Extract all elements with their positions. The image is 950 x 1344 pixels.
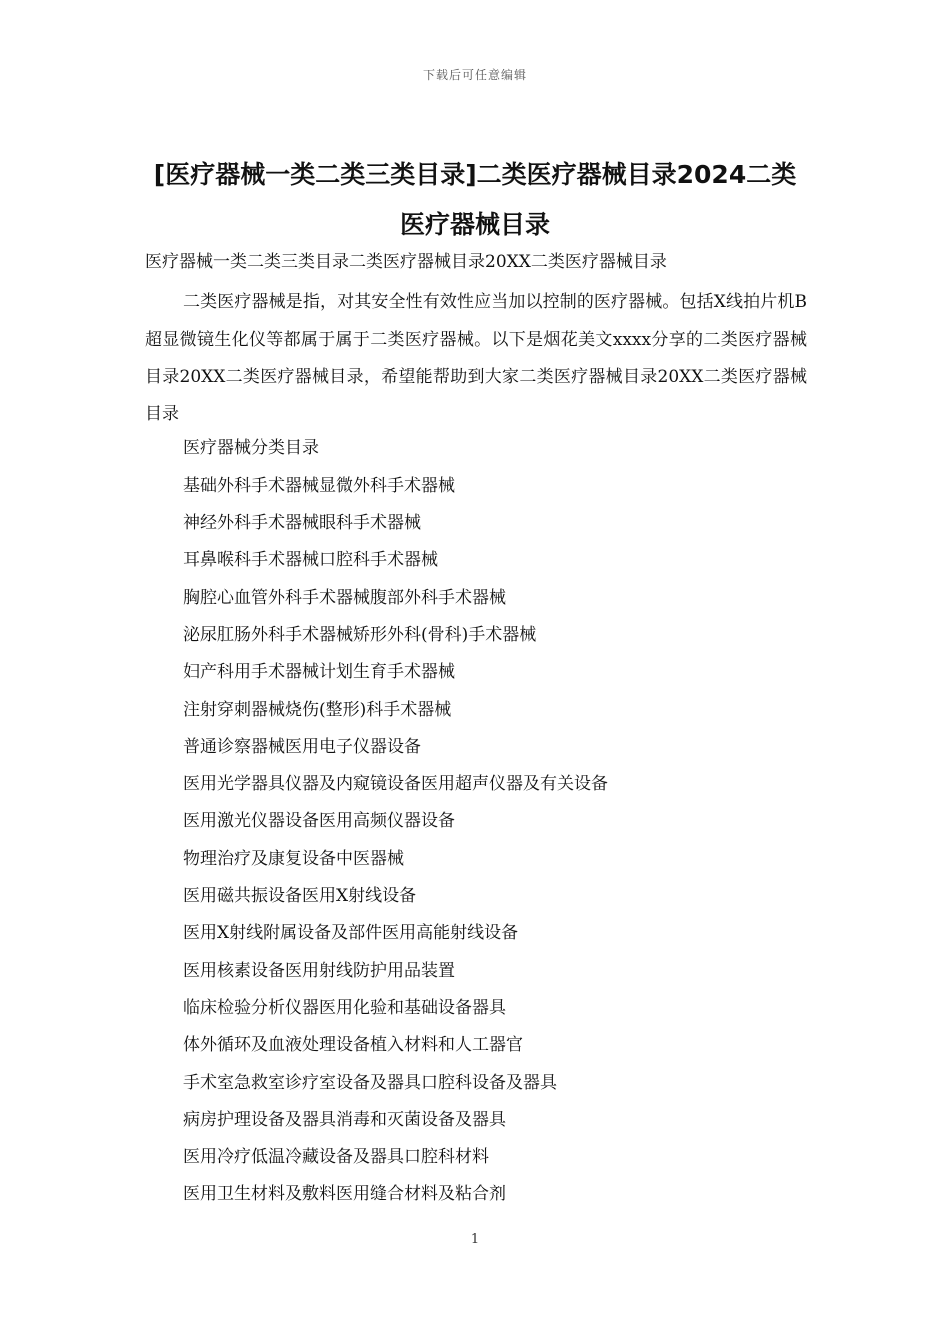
list-item: 临床检验分析仪器医用化验和基础设备器具 bbox=[183, 997, 506, 1018]
list-item: 物理治疗及康复设备中医器械 bbox=[183, 848, 404, 869]
list-item: 病房护理设备及器具消毒和灭菌设备及器具 bbox=[183, 1109, 506, 1130]
page-number: 1 bbox=[470, 1232, 480, 1247]
list-item: 医用冷疗低温冷藏设备及器具口腔科材料 bbox=[183, 1147, 489, 1168]
list-item: 泌尿肛肠外科手术器械矫形外科(骨科)手术器械 bbox=[183, 624, 537, 645]
list-item: 耳鼻喉科手术器械口腔科手术器械 bbox=[183, 550, 438, 571]
list-item: 体外循环及血液处理设备植入材料和人工器官 bbox=[183, 1035, 523, 1056]
page-header: 下载后可任意编辑 bbox=[422, 68, 527, 82]
catalog-list bbox=[145, 433, 807, 1216]
list-item: 普通诊察器械医用电子仪器设备 bbox=[183, 736, 421, 757]
list-item: 医用X射线附属设备及部件医用高能射线设备 bbox=[183, 923, 519, 944]
list-item: 医用激光仪器设备医用高频仪器设备 bbox=[183, 811, 455, 832]
intro-paragraph: 二类医疗器械是指，对其安全性有效性应当加以控制的医疗器械。包括X线拍片机B超显微镜生化仪等都属于属于二类医疗器械。以下是烟花美文xxxx分享的二类医疗器械目录20XX二类医疗器械目录，希望能帮助到大家二类医疗器械目录20XX二类医疗器械目录 bbox=[145, 292, 807, 425]
list-item: 基础外科手术器械显微外科手术器械 bbox=[183, 475, 455, 496]
list-item: 医用光学器具仪器及内窥镜设备医用超声仪器及有关设备 bbox=[183, 774, 608, 795]
list-item: 医用磁共振设备医用X射线设备 bbox=[183, 886, 417, 907]
list-item: 手术室急救室诊疗室设备及器具口腔科设备及器具 bbox=[183, 1072, 557, 1093]
list-item: 胸腔心血管外科手术器械腹部外科手术器械 bbox=[183, 587, 506, 608]
document-body bbox=[145, 247, 807, 1217]
list-item: 医用核素设备医用射线防护用品装置 bbox=[183, 960, 455, 981]
list-item: 注射穿刺器械烧伤(整形)科手术器械 bbox=[183, 699, 452, 720]
list-item: 医疗器械分类目录 bbox=[183, 438, 319, 459]
subtitle-line: 医疗器械一类二类三类目录二类医疗器械目录20XX二类医疗器械目录 bbox=[145, 252, 667, 272]
list-item: 神经外科手术器械眼科手术器械 bbox=[183, 513, 421, 534]
list-item: 妇产科用手术器械计划生育手术器械 bbox=[183, 662, 455, 683]
document-title: [医疗器械一类二类三类目录]二类医疗器械目录2024二类医疗器械目录 bbox=[153, 160, 797, 239]
list-item: 医用卫生材料及敷料医用缝合材料及粘合剂 bbox=[183, 1184, 506, 1205]
